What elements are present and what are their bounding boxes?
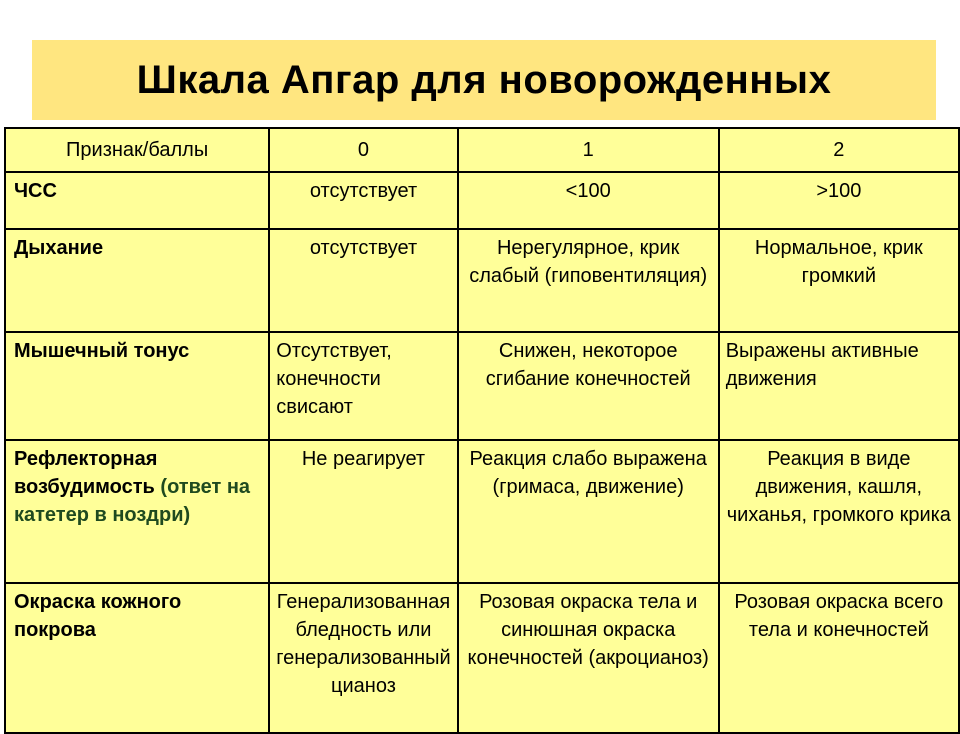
table-row bbox=[5, 172, 959, 229]
header-cell-1: 1 bbox=[458, 128, 719, 172]
apgar-table bbox=[4, 127, 960, 734]
row-label: ЧСС bbox=[5, 172, 269, 229]
row-label: Окраска кожного покрова bbox=[5, 583, 269, 733]
score-0-cell: Генерализованная бледность или генерализованный цианоз bbox=[269, 583, 457, 733]
score-0-cell: Отсутствует, конечности свисают bbox=[269, 332, 457, 440]
score-1-cell: Снижен, некоторое сгибание конечностей bbox=[458, 332, 719, 440]
score-1-cell: <100 bbox=[458, 172, 719, 229]
row-label: Дыхание bbox=[5, 229, 269, 332]
score-1-cell: Розовая окраска тела и синюшная окраска конечностей (акроцианоз) bbox=[458, 583, 719, 733]
page-title: Шкала Апгар для новорожденных bbox=[136, 57, 832, 102]
score-0-cell: Не реагирует bbox=[269, 440, 457, 583]
table-header-row bbox=[5, 128, 959, 172]
row-label bbox=[5, 440, 269, 583]
row-label-main: Рефлекторная возбудимость bbox=[14, 448, 158, 498]
score-1-cell: Нерегулярное, крик слабый (гиповентиляция) bbox=[458, 229, 719, 332]
table-row bbox=[5, 440, 959, 583]
score-1-cell: Реакция слабо выражена (гримаса, движение) bbox=[458, 440, 719, 583]
row-label: Мышечный тонус bbox=[5, 332, 269, 440]
table-row bbox=[5, 583, 959, 733]
score-2-cell: Розовая окраска всего тела и конечностей bbox=[719, 583, 959, 733]
header-cell-2: 2 bbox=[719, 128, 959, 172]
score-2-cell: Выражены активные движения bbox=[719, 332, 959, 440]
row-label-note: (ответ на катетер в ноздри) bbox=[14, 476, 251, 526]
score-2-cell: Реакция в виде движения, кашля, чиханья, громкого крика bbox=[719, 440, 959, 583]
score-0-cell: отсутствует bbox=[269, 172, 457, 229]
score-0-cell: отсутствует bbox=[269, 229, 457, 332]
score-2-cell: >100 bbox=[719, 172, 959, 229]
header-cell-0: 0 bbox=[269, 128, 457, 172]
header-cell-sign: Признак/баллы bbox=[5, 128, 269, 172]
table-row bbox=[5, 332, 959, 440]
score-2-cell: Нормальное, крик громкий bbox=[719, 229, 959, 332]
table-row bbox=[5, 229, 959, 332]
title-banner bbox=[32, 40, 936, 120]
